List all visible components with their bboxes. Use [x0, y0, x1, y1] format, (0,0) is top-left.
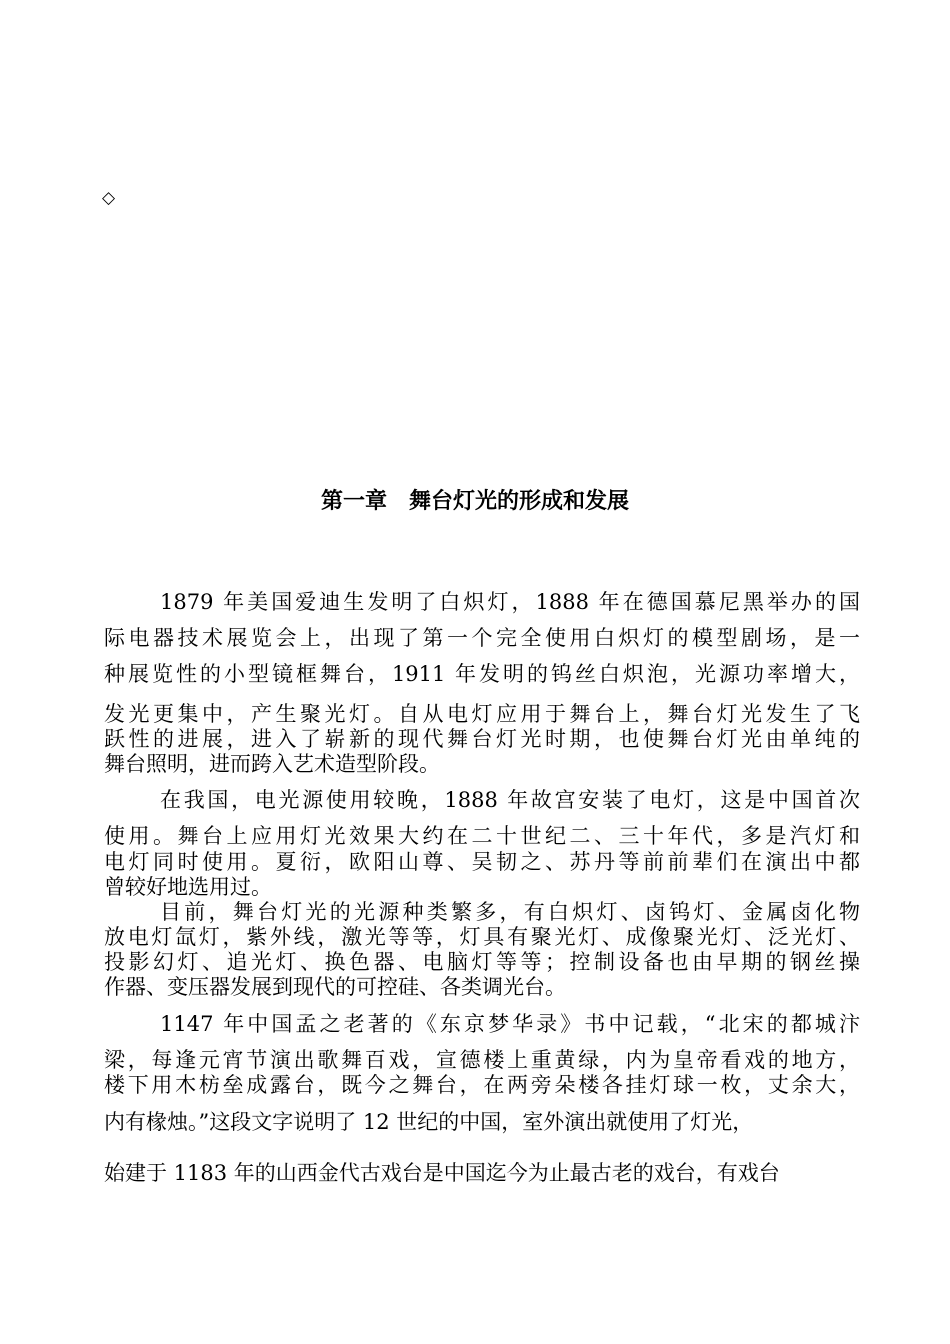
text-line: 始建于 1183 年的山西金代古戏台是中国迄今为止最古老的戏台，有戏台 [104, 1161, 780, 1185]
text-line: 电灯同时使用。夏衍，欧阳山尊、吴韧之、苏丹等前前辈们在演出中都 [104, 850, 860, 874]
text-line: 目前，舞台灯光的光源种类繁多，有白炽灯、卤钨灯、金属卤化物 [160, 900, 860, 924]
text-line: 使用。舞台上应用灯光效果大约在二十世纪二、三十年代，多是汽灯和 [104, 824, 860, 848]
text-line: 发光更集中，产生聚光灯。自从电灯应用于舞台上，舞台灯光发生了飞 [104, 702, 860, 726]
text-line: 舞台照明，进而跨入艺术造型阶段。 [104, 752, 440, 776]
diamond-marker-icon: ◇ [102, 188, 116, 208]
text-line: 1879 年美国爱迪生发明了白炽灯，1888 年在德国慕尼黑举办的国 [160, 590, 860, 614]
text-line: 曾较好地选用过。 [104, 875, 272, 899]
text-line: 际电器技术展览会上，出现了第一个完全使用白炽灯的模型剧场，是一 [104, 626, 860, 650]
text-line: 1147 年中国孟之老著的《东京梦华录》书中记载，“北宋的都城汴 [160, 1012, 860, 1036]
text-line: 投影幻灯、追光灯、换色器、电脑灯等等；控制设备也由早期的钢丝操 [104, 950, 860, 974]
text-line: 跃性的进展，进入了崭新的现代舞台灯光时期，也使舞台灯光由单纯的 [104, 727, 860, 751]
text-line: 作器、变压器发展到现代的可控硅、各类调光台。 [104, 975, 566, 999]
chapter-title: 第一章 舞台灯光的形成和发展 [320, 489, 629, 514]
text-line: 内有椽烛。”这段文字说明了 12 世纪的中国，室外演出就使用了灯光， [104, 1110, 754, 1134]
text-line: 在我国，电光源使用较晚，1888 年故宫安装了电灯，这是中国首次 [160, 788, 860, 812]
text-line: 放电灯氙灯，紫外线，激光等等，灯具有聚光灯、成像聚光灯、泛光灯、 [104, 925, 860, 949]
text-line: 楼下用木枋垒成露台，既今之舞台，在两旁朵楼各挂灯球一枚，丈余大， [104, 1073, 860, 1097]
text-line: 梁，每逢元宵节演出歌舞百戏，宣德楼上重黄绿，内为皇帝看戏的地方， [104, 1048, 860, 1072]
text-line: 种展览性的小型镜框舞台，1911 年发明的钨丝白炽泡，光源功率增大， [104, 662, 860, 686]
